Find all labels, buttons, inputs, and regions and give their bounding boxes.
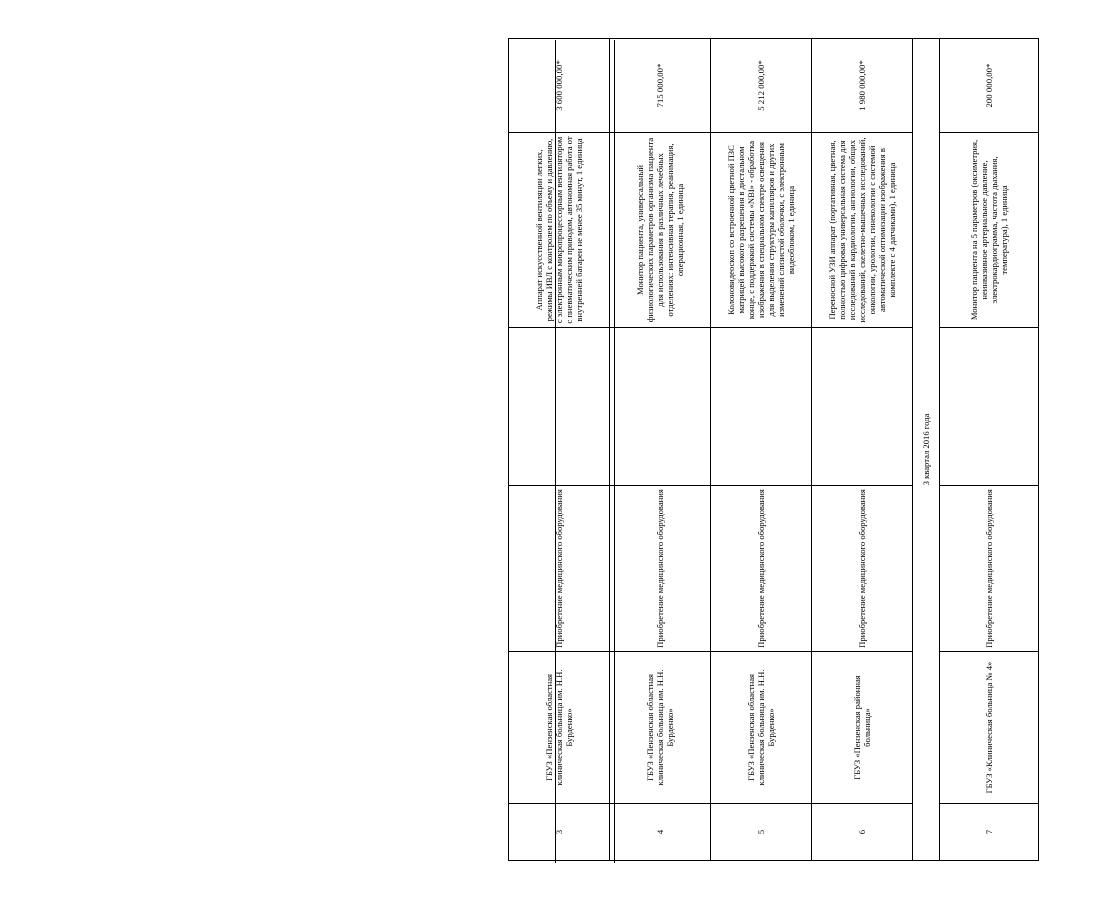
row-number: 5 [711,804,812,861]
empty-cell [940,328,1039,486]
table-row [812,39,913,861]
row-number: 4 [610,804,711,861]
organization-cell: ГБУЗ «Пензенская областная клиническая больница им. Н.Н. Бурденко» [610,652,711,804]
description-cell: Аппарат искусственной вентиляции легких, режимы ИВЛ с контролем по объему и давлению, с электронным микропроцессорным вентилятором с пневматическим приводом, автономная работа от внутренней батареи не менее 35 минут, 1 единица [509,133,610,328]
description-cell: Монитор пациента на 5 параметров (оксиметрия, неинвазивное артериальное давление, электрокардиограмма, частота дыхания, температура), 1 единица [940,133,1039,328]
price-cell: 3 600 000,00* [509,39,610,133]
price-cell: 1 980 000,00* [812,39,913,133]
action-cell: Приобретение медицинского оборудования [940,486,1039,652]
empty-cell [812,328,913,486]
action-cell: Приобретение медицинского оборудования [610,486,711,652]
description-cell: Колоновидеоскоп со встроенной цветной ПЗС матрицей высокого разрешения в дистальном конце, с поддержкой системы «NBI» - обработка изображения в специальном спектре освещения для выделения структуры капилляров и других изменений слизистой оболочки, с электронным видеоблоком, 1 единица [711,133,812,328]
quarter-label: 3 квартал 2016 года [913,39,940,861]
organization-cell: ГБУЗ «Пензенская областная клиническая больница им. Н.Н. Бурденко» [711,652,812,804]
action-cell: Приобретение медицинского оборудования [509,486,610,652]
empty-cell [711,328,812,486]
organization-cell: ГБУЗ «Клиническая больница № 4» [940,652,1039,804]
description-cell: Монитор пациента, универсальный физиологических параметров организма пациента для использования в различных лечебных отделениях: интенсивная терапия, реанимация, операционная, 1 единица [610,133,711,328]
empty-cell [610,328,711,486]
right-edge-column [555,40,615,863]
price-cell: 5 212 000,00* [711,39,812,133]
table-row [940,39,1039,861]
table-row [711,39,812,861]
organization-cell: ГБУЗ «Пензенская областная клиническая больница им. Н.Н. Бурденко» [509,652,610,804]
action-cell: Приобретение медицинского оборудования [812,486,913,652]
table-row [610,39,711,861]
price-cell: 715 000,00* [610,39,711,133]
quarter-row [913,39,940,861]
description-cell: Переносной УЗИ аппарат (портативная, цветная, полностью цифровая универсальная система для исследований в кардиологии, ангиологии, общих исследований, скелетно-мышечных исследований, онкологии, урологии, гинекологии с системой автоматической оптимизации изображения в комплекте с 4 датчиками), 1 единица [812,133,913,328]
row-number: 7 [940,804,1039,861]
row-number: 3 [509,804,610,861]
organization-cell: ГБУЗ «Пензенская районная больница» [812,652,913,804]
row-number: 6 [812,804,913,861]
price-cell: 200 000,00* [940,39,1039,133]
action-cell: Приобретение медицинского оборудования [711,486,812,652]
